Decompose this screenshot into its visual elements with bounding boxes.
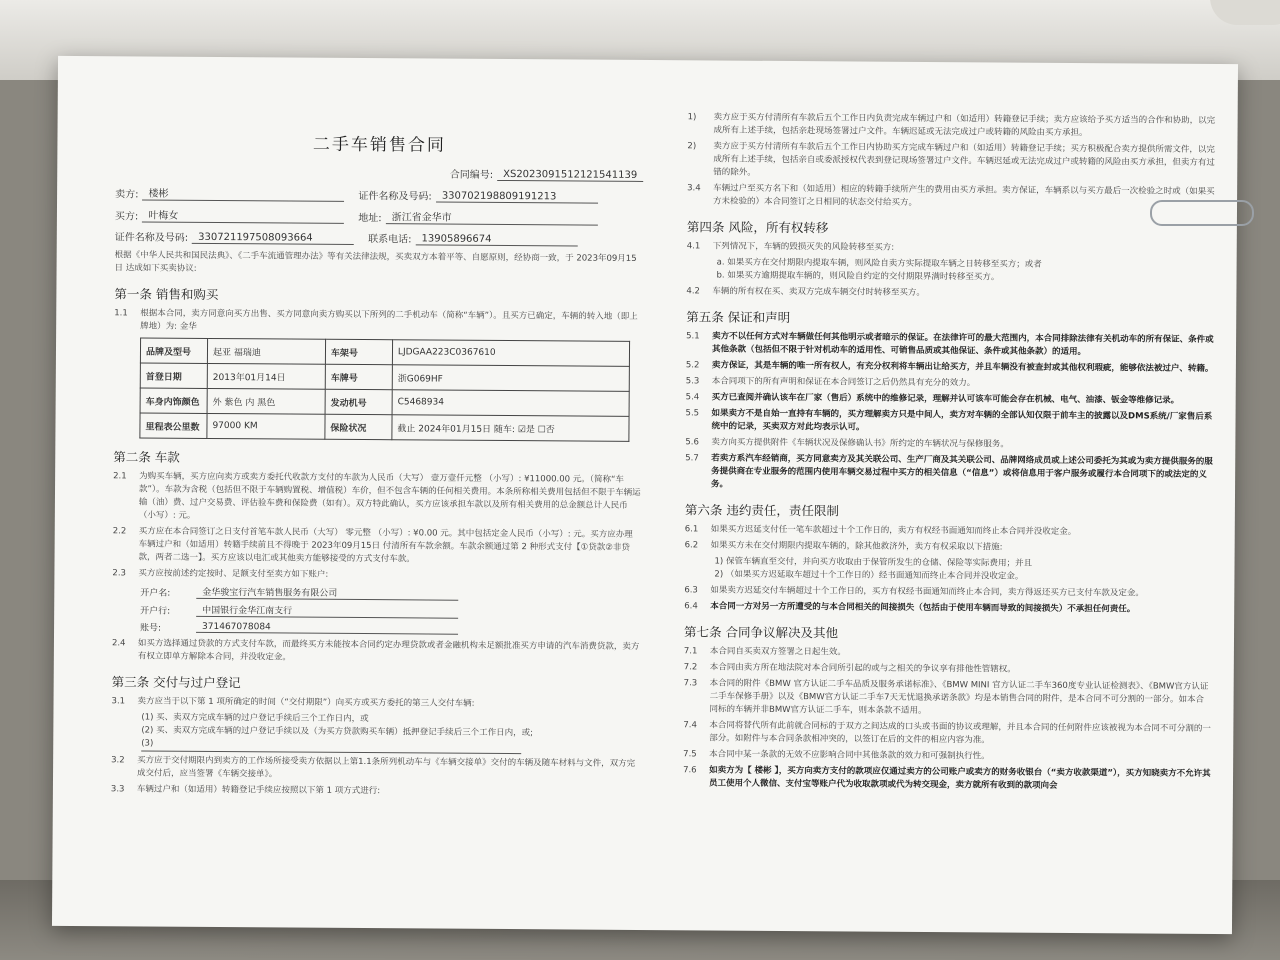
clause-number: 1.1 bbox=[114, 308, 128, 319]
bank-name-value: 金华骏宝行汽车销售服务有限公司 bbox=[196, 585, 458, 601]
table-cell: 车身内饰颜色 bbox=[140, 388, 207, 413]
clause-7-2 bbox=[684, 661, 1212, 678]
clause-number: 5.6 bbox=[685, 437, 699, 448]
table-cell: 外 紫色 内 黑色 bbox=[207, 388, 325, 414]
clause-number: 7.3 bbox=[683, 678, 698, 689]
seller-row bbox=[115, 184, 643, 204]
clause-number: 1) bbox=[687, 112, 697, 123]
clause-3-3 bbox=[111, 783, 639, 800]
clause-3-2 bbox=[111, 754, 639, 784]
clause-text: 买方应在本合同签订之日支付首笔车款人民币（大写） 零元整 （小写）: ¥0.00 元。其中包括定金人民币（小写）: 元。买方应办理车辆过户和（如适用）转籍手续前且不得晚于 2023年09月15日 付清所有车款余额。车款余额通过第 2 种形式支付【①贷款②非贷款，两者二选一】。买方应该以电汇或其他卖方能够接受的方式支付车款。 bbox=[138, 526, 633, 565]
clause-number: 6.4 bbox=[684, 601, 698, 612]
buyer-address-value: 浙江省金华市 bbox=[386, 208, 598, 225]
clause-2-3 bbox=[112, 567, 640, 584]
clause-text: 本合同自买卖双方签署之日起生效。 bbox=[709, 646, 846, 658]
table-cell: 截止 2024年01月15日 随车: ☑是 ☐否 bbox=[392, 415, 629, 442]
paperclip bbox=[1150, 200, 1254, 226]
clause-6-2-item-2: 2) （如果买方迟延取车超过十个工作日的）经书面通知而终止本合同并没收定金。 bbox=[714, 569, 1024, 582]
table-cell: 起亚 福瑞迪 bbox=[207, 338, 325, 364]
table-cell: 车架号 bbox=[325, 339, 392, 364]
buyer-row bbox=[115, 206, 643, 226]
clause-number: 7.2 bbox=[683, 662, 698, 673]
clause-text: 卖方应当于以下第 1 项所确定的时间（“交付期限”）向买方或买方委托的第三人交付车辆: bbox=[137, 696, 475, 709]
contract-page bbox=[52, 56, 1238, 934]
clause-3-3-item-2 bbox=[687, 140, 1215, 183]
clause-number: 6.3 bbox=[684, 585, 698, 596]
section-2-heading: 第二条 车款 bbox=[113, 449, 180, 465]
section-4-heading: 第四条 风险，所有权转移 bbox=[686, 219, 829, 236]
section-7-heading: 第七条 合同争议解决及其他 bbox=[683, 624, 839, 641]
clause-number: 3.4 bbox=[687, 183, 701, 194]
clause-number: 2.3 bbox=[112, 568, 127, 579]
clause-7-3 bbox=[683, 677, 1211, 720]
clause-text: 买方已查阅并确认该车在厂家（售后）系统中的维修记录，理解并认可该车可能会存在机械、电气、油漆、钣金等维修记录。 bbox=[711, 392, 1180, 406]
clause-7-5 bbox=[683, 748, 1211, 765]
clause-text: 下列情况下，车辆的毁损灭失的风险转移至买方: bbox=[712, 241, 895, 253]
clause-number: 5.7 bbox=[685, 453, 699, 464]
clause-text: 车辆的所有权在买、卖双方完成车辆交付时转移至买方。 bbox=[712, 286, 925, 298]
right-column bbox=[682, 108, 1216, 934]
table-cell: LJDGAA223C0367610 bbox=[392, 340, 629, 367]
bank-name-label: 开户名: bbox=[140, 587, 171, 599]
bank-branch-label: 开户行: bbox=[140, 605, 171, 617]
clause-number: 5.4 bbox=[685, 392, 700, 403]
clause-number: 3.1 bbox=[111, 696, 126, 707]
clause-text: 卖方向买方提供附件《车辆状况及保修确认书》所约定的车辆状况与保修服务。 bbox=[711, 437, 1009, 450]
clause-text: 买方应于交付期限内到卖方的工作场所接受卖方依据以上第1.1条所列机动车与《车辆交接单》交付的车辆及随车材料与文件，双方完成交付后，应当签署《车辆交接单》。 bbox=[137, 755, 636, 780]
section-5-heading: 第五条 保证和声明 bbox=[686, 309, 791, 326]
bank-branch-value: 中国银行金华江南支行 bbox=[196, 603, 458, 619]
clause-text: 卖方保证，其是车辆的唯一所有权人，有充分权利将车辆出让给买方，并且车辆没有被查封或其他权利瑕疵，能够依法被过户、转籍。 bbox=[711, 360, 1214, 374]
clause-number: 2.2 bbox=[112, 526, 127, 537]
clause-5-5 bbox=[685, 407, 1213, 437]
clause-2-4 bbox=[112, 637, 640, 667]
clause-number: 5.1 bbox=[686, 331, 700, 342]
clause-number: 7.1 bbox=[683, 646, 698, 657]
clause-number: 7.6 bbox=[683, 765, 697, 776]
clause-text: 如果买方未在交付期限内提取车辆的，除其他救济外，卖方有权采取以下措施: bbox=[710, 540, 1003, 553]
clause-7-1 bbox=[684, 645, 1212, 662]
clause-6-4 bbox=[684, 600, 1212, 617]
clause-4-1 bbox=[687, 240, 1215, 257]
clause-number: 2) bbox=[687, 141, 697, 152]
clause-text: 卖方应于买方付清所有车款后五个工作日内协助买方完成车辆过户和（如适用）转籍登记手续；买方积极配合卖方提供所需文件，以完成所有上述手续，包括亲自或委派授权代表到登记现场签署过户文件。车辆迟延或无法完成过户或转籍的风险由买方承担，但卖方有过错的除外。 bbox=[713, 141, 1215, 178]
clause-text: 卖方应于买方付清所有车款后五个工作日内负责完成车辆过户和（如适用）转籍登记手续；卖方应该给予买方适当的合作和协助，以完成所有上述手续，包括亲赴现场签署过户文件。车辆迟延或无法完成过户或转籍的风险由买方承担。 bbox=[713, 112, 1216, 139]
clause-5-1 bbox=[686, 330, 1214, 360]
clause-text: 若卖方系汽车经销商，买方同意卖方及其关联公司、生产厂商及其关联公司、品牌网络成员或上述公司委托为其或为卖方提供服务的服务提供商在专业服务的范围内使用车辆交易过程中买方的相关信息（“信息”）或将信息用于客户服务或履行本合同项下的或法定的义务。 bbox=[711, 453, 1213, 490]
clause-text: 车辆过户和（如适用）转籍登记手续应按照以下第 1 项方式进行: bbox=[136, 784, 381, 797]
table-row bbox=[140, 413, 629, 441]
table-cell: 浙G069HF bbox=[392, 365, 629, 392]
clause-2-2 bbox=[113, 525, 641, 568]
section-3-heading: 第三条 交付与过户登记 bbox=[111, 674, 241, 691]
clause-text: 如卖方为【 楼彬 】，买方向卖方支付的款项应仅通过卖方的公司账户或卖方的财务收银台（“卖方收款渠道”），买方知晓卖方不允许其员工使用个人微信、支付宝等账户代为收取款项或代为转交现金，卖方就所有收到的款项向会 bbox=[708, 765, 1211, 791]
clause-6-2 bbox=[685, 539, 1213, 556]
buyer-id-row bbox=[115, 228, 643, 247]
seller-label: 卖方: bbox=[115, 189, 139, 201]
clause-1-1 bbox=[114, 307, 642, 337]
clause-2-1 bbox=[113, 470, 641, 526]
clause-text: 卖方不以任何方式对车辆做任何其他明示或者暗示的保证。在法律许可的最大范围内，本合同排除法律有关机动车的所有保证、条件或其他条款（包括但不限于针对机动车的适用性、可销售品质或其他保证、条件或其他条款）的适用。 bbox=[711, 331, 1214, 358]
buyer-value: 叶梅女 bbox=[142, 206, 344, 223]
clause-text: 根据本合同，卖方同意向买方出售、买方同意向卖方购买以下所列的二手机动车（简称“车辆”）。且买方已确定，车辆的转入地（即上牌地）为: 金华 bbox=[140, 308, 638, 332]
table-cell: C5468934 bbox=[392, 390, 629, 417]
vehicle-info-table bbox=[139, 337, 630, 441]
bank-account-value: 371467078084 bbox=[196, 622, 458, 635]
clause-text: 如果卖方迟延交付车辆超过十个工作日的，买方有权经书面通知而终止本合同，卖方得返还买方已支付车款及定金。 bbox=[710, 585, 1144, 599]
table-row bbox=[140, 363, 629, 391]
clause-number: 2.4 bbox=[111, 638, 126, 649]
clause-text: 本合同中某一条款的无效不应影响合同中其他条款的效力和可强制执行性。 bbox=[709, 749, 990, 762]
clause-number: 5.3 bbox=[685, 376, 700, 387]
table-cell: 97000 KM bbox=[207, 413, 325, 439]
intro-paragraph bbox=[115, 249, 643, 279]
clause-3-1-option-2: (2) 买、卖双方完成车辆的过户登记手续以及（为买方贷款购买车辆）抵押登记手续后三个工作日内，或; bbox=[141, 725, 533, 739]
bank-branch-row bbox=[140, 602, 640, 619]
clause-number: 5.2 bbox=[685, 360, 700, 371]
left-column bbox=[110, 56, 644, 930]
clause-number: 6.1 bbox=[684, 524, 699, 535]
document-title: 二手车销售合同 bbox=[312, 134, 447, 156]
clause-number: 3.2 bbox=[111, 755, 125, 766]
clause-7-6 bbox=[683, 764, 1211, 794]
clause-6-1 bbox=[685, 523, 1213, 540]
seller-id-value: 330702198809191213 bbox=[436, 191, 598, 204]
seller-id-label: 证件名称及号码: bbox=[358, 190, 432, 203]
clause-4-1-b: b. 如果买方逾期提取车辆的，则风险自约定的交付期限界满时转移至买方。 bbox=[716, 270, 1000, 283]
contract-number-label: 合同编号: bbox=[449, 169, 494, 181]
bank-name-row bbox=[140, 584, 640, 601]
clause-text: 买方应按前述约定按时、足额支付至卖方如下账户: bbox=[138, 568, 329, 580]
section-6-heading: 第六条 违约责任，责任限制 bbox=[684, 502, 839, 519]
clause-3-1-option-1: (1) 买、卖双方完成车辆的过户登记手续后三个工作日内，或 bbox=[141, 712, 369, 725]
clause-number: 7.5 bbox=[683, 749, 697, 760]
clause-number: 6.2 bbox=[684, 540, 699, 551]
table-row bbox=[140, 338, 629, 366]
table-cell: 车牌号 bbox=[325, 364, 392, 389]
contract-number-row bbox=[115, 163, 643, 182]
clause-text: 本合同一方对另一方所遭受的与本合同相关的间接损失（包括由于使用车辆而导致的间接损失）不承担任何责任。 bbox=[710, 601, 1136, 615]
clause-text: 车辆过户至买方名下和（如适用）相应的转籍手续所产生的费用由买方承担。卖方保证，车辆系以与买方最后一次检验之时或（如果买方未检验的）本合同签订之日相同的状态交付给买方。 bbox=[713, 183, 1215, 208]
clause-5-2 bbox=[686, 359, 1214, 376]
clause-5-4 bbox=[686, 391, 1214, 408]
clause-text: 如果买方迟延支付任一笔车款超过十个工作日的，卖方有权经书面通知而终止本合同并没收定金。 bbox=[710, 524, 1077, 538]
table-cell: 发动机号 bbox=[325, 389, 392, 414]
buyer-id-value: 330721197508093664 bbox=[192, 232, 354, 245]
clause-4-1-a: a. 如果买方在交付期限内提取车辆，则风险自卖方实际提取车辆之日转移至买方；或者 bbox=[716, 257, 1042, 270]
clause-4-2 bbox=[686, 285, 1214, 302]
bank-account-row bbox=[140, 620, 640, 636]
buyer-address-label: 地址: bbox=[358, 212, 382, 225]
clause-text: 本合同的附件《BMW 官方认证二手车品质及服务承诺标准》、《BMW MINI 官方认证二手车360度专业认证检测表》、《BMW官方认证二手车保修手册》以及《BMW官方认证二手车7天无忧退换承诺条款》均是本销售合同的附件，是本合同不可分割的一部分。如本合同标的车辆并非BMW官方认证二手车，则本条款不适用。 bbox=[709, 678, 1209, 716]
clause-text: 本合同将替代所有此前就合同标的于双方之间达成的口头或书面的协议或理解，并且本合同的任何附件应该被视为本合同不可分割的一部分。如附件与本合同条款相冲突的，以签订在后的文件的相应内容为准。 bbox=[709, 720, 1211, 746]
clause-number: 4.2 bbox=[686, 286, 700, 297]
buyer-phone-label: 联系电话: bbox=[368, 234, 412, 246]
clause-3-1 bbox=[111, 695, 639, 712]
clause-text: 如果卖方不是自始一直持有车辆的，买方理解卖方只是中间人，卖方对车辆的全部认知仅限于前车主的披露以及DMS系统/厂家售后系统中的记录，买卖双方对此均表示认可。 bbox=[711, 408, 1213, 433]
clause-number: 5.5 bbox=[685, 408, 700, 419]
table-cell: 2013年01月14日 bbox=[207, 363, 325, 389]
table-cell: 首登日期 bbox=[140, 363, 207, 388]
clause-6-2-item-1: 1) 保管车辆直至交付，并向买方收取由于保管所发生的仓储、保险等实际费用；并且 bbox=[714, 556, 1033, 569]
table-cell: 里程表公里数 bbox=[140, 413, 207, 438]
clause-5-3 bbox=[686, 375, 1214, 392]
buyer-label: 买方: bbox=[114, 211, 139, 223]
clause-5-6 bbox=[685, 436, 1213, 453]
clause-6-3 bbox=[684, 584, 1212, 601]
clause-text: 本合同由卖方所在地法院对本合同所引起的或与之相关的争议享有排他性管辖权。 bbox=[709, 662, 1016, 675]
clause-text: 为购买车辆，买方应向卖方或卖方委托代收款方支付的车款为人民币（大写） 壹万壹仟元整 （小写）: ¥11000.00 元。（简称“车款”）。车款为含税（包括但不限于车辆购置税、增值税）车价，但不包含车辆的任何相关费用。本条所称相关费用包括但不限于车辆运输（油）费、过户交易费、评估验车费和保险费（如有）。双方特此确认，买方应该承担车款以及所有相关费用的总金额总计人民币（小写）: 元。 bbox=[138, 471, 641, 521]
section-1-heading: 第一条 销售和购买 bbox=[114, 286, 219, 303]
buyer-id-label: 证件名称及号码: bbox=[114, 232, 189, 244]
intro-text: 根据《中华人民共和国民法典》、《二手车流通管理办法》等有关法律法规，买卖双方本着平等、自愿原则，经协商一致，于 2023年09月15日 达成如下买卖协议: bbox=[114, 250, 637, 274]
buyer-phone-value: 13905896674 bbox=[415, 233, 577, 246]
clause-number: 7.4 bbox=[683, 720, 697, 731]
table-row bbox=[140, 388, 629, 416]
clause-text: 如买方选择通过贷款的方式支付车款，而最终买方未能按本合同约定办理贷款或者金融机构未足额批准买方申请的汽车消费贷款，卖方有权立即单方解除本合同，并没收定金。 bbox=[137, 638, 640, 663]
seller-value: 楼彬 bbox=[142, 184, 344, 201]
clause-number: 3.3 bbox=[110, 784, 125, 795]
clause-3-1-option-3: (3) bbox=[141, 737, 521, 754]
clause-5-7 bbox=[685, 452, 1213, 495]
clause-text: 本合同项下的所有声明和保证在本合同签订之后仍然具有充分的效力。 bbox=[711, 376, 976, 389]
clause-3-4 bbox=[687, 182, 1215, 212]
clause-7-4 bbox=[683, 719, 1211, 749]
clause-number: 4.1 bbox=[686, 241, 701, 252]
clause-number: 2.1 bbox=[113, 471, 127, 482]
contract-number-value: XS2023091512121541139 bbox=[497, 169, 643, 182]
table-cell: 品牌及型号 bbox=[140, 338, 207, 363]
table-cell: 保险状况 bbox=[325, 414, 392, 439]
bank-account-label: 账号: bbox=[140, 623, 162, 634]
clause-3-3-item-1 bbox=[687, 111, 1215, 141]
